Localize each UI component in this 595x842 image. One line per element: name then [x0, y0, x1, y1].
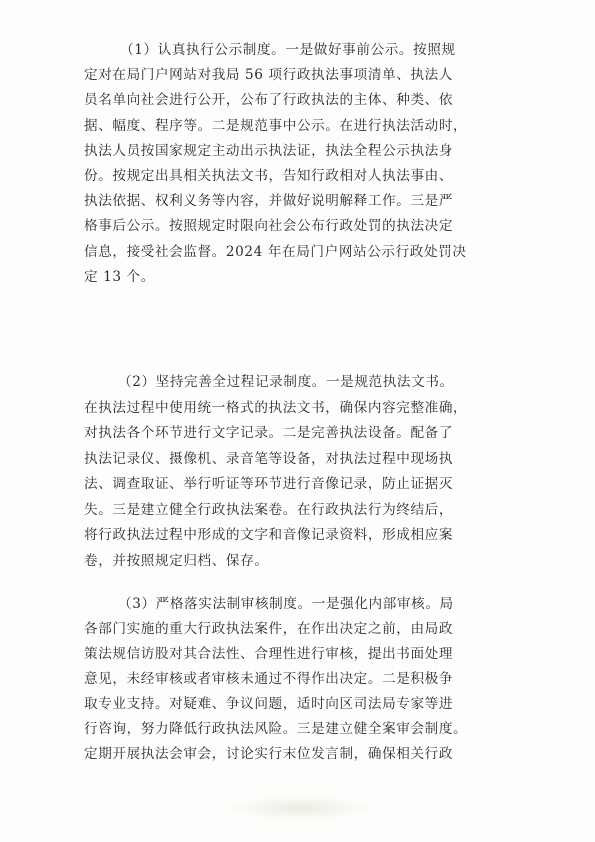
paragraph-3-line: （3）严格落实法制审核制度。一是强化内部审核。局: [118, 596, 454, 612]
paragraph-3-line: 意见，未经审核或者审核未通过不得作出决定。二是积极争: [84, 671, 454, 687]
paragraph-2-line: 失。三是建立健全行政执法案卷。在行政执法行为终结后，: [84, 501, 454, 518]
paragraph-3-line: 各部门实施的重大行政执法案件，在作出决定之前，由局政: [84, 621, 454, 637]
paragraph-1-line: （1）认真执行公示制度。一是做好事前公示。按照规: [120, 42, 456, 58]
paragraph-2-line: 执法记录仪、摄像机、录音笔等设备，对执法过程中现场执: [84, 450, 454, 467]
paragraph-1-line: 执法依据、权利义务等内容，并做好说明解释工作。三是严: [84, 193, 454, 210]
paragraph-2-line: 在执法过程中使用统一格式的执法文书，确保内容完整准确，: [84, 399, 468, 416]
paragraph-2-line: 将行政执法过程中形成的文字和音像记录资料，形成相应案: [84, 527, 454, 543]
paragraph-1-line: 份。按规定出具相关执法文书，告知行政相对人执法事由、: [84, 168, 454, 184]
paragraph-2-line: 法、调查取证、举行听证等环节进行音像记录，防止证据灭: [84, 476, 454, 492]
paragraph-2-line: 卷，并按照规定归档、保存。: [84, 552, 269, 569]
paragraph-1-line: 信息，接受社会监督。2024 年在局门户网站公示行政处罚决: [84, 243, 467, 260]
paragraph-3-line: 取专业支持。对疑难、争议问题，适时向区司法局专家等进: [84, 696, 454, 712]
scan-smudge: [225, 795, 375, 821]
paragraph-1-line: 员名单向社会进行公开，公布了行政执法的主体、种类、依: [84, 92, 454, 109]
paragraph-2-line: 对执法各个环节进行文字记录。二是完善执法设备。配备了: [84, 425, 454, 441]
paragraph-1-line: 定 13 个。: [84, 268, 155, 285]
paragraph-3-line: 定期开展执法会审会，讨论实行末位发言制，确保相关行政: [84, 746, 454, 762]
paragraph-3-line: 策法规信访股对其合法性、合理性进行审核，提出书面处理: [84, 646, 454, 662]
paragraph-1-line: 据、幅度、程序等。二是规范事中公示。在进行执法活动时，: [84, 117, 468, 134]
paragraph-1-line: 定对在局门户网站对我局 56 项行政执法事项清单、执法人: [84, 67, 453, 84]
paragraph-1-line: 格事后公示。按照规定时限向社会公布行政处罚的执法决定: [84, 218, 454, 235]
paragraph-2-line: （2）坚持完善全过程记录制度。一是规范执法文书。: [118, 374, 454, 390]
paragraph-3-line: 行咨询，努力降低行政执法风险。三是建立健全案审会制度。: [84, 721, 468, 737]
paragraph-1-line: 执法人员按国家规定主动出示执法证，执法全程公示执法身: [84, 142, 454, 159]
